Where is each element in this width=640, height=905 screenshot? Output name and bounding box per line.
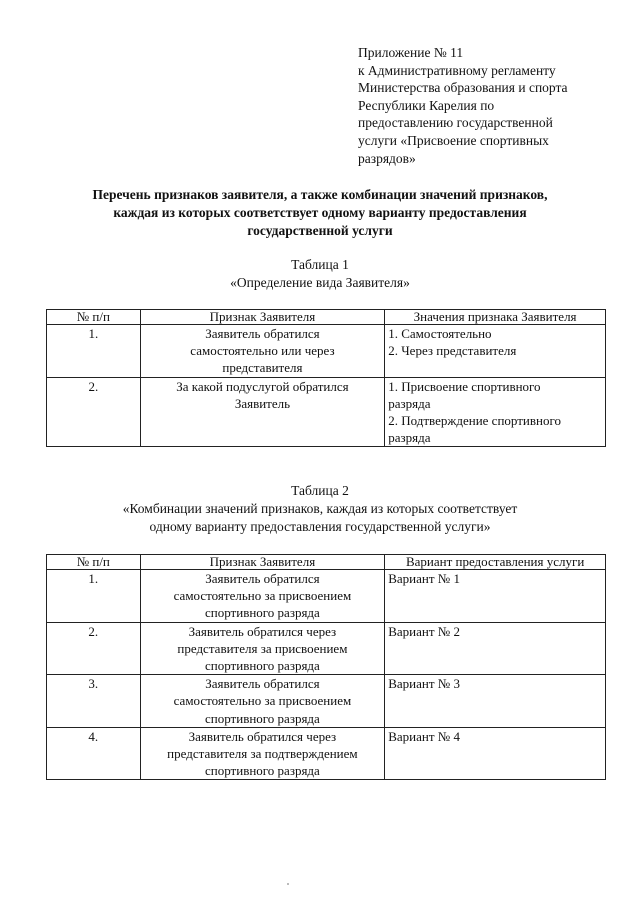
- header-cell-sign: Признак Заявителя: [140, 555, 385, 570]
- value-line: 1. Самостоятельно: [388, 326, 492, 341]
- title-line: Перечень признаков заявителя, а также комбинации значений признаков,: [92, 187, 548, 202]
- table-header-row: [47, 555, 606, 570]
- sign-line: спортивного разряда: [205, 763, 320, 779]
- sign-line: Заявитель обратился: [205, 326, 320, 341]
- table-variant-combinations: [46, 554, 606, 780]
- table-row: [47, 377, 606, 447]
- header-cell-number: № п/п: [47, 555, 141, 570]
- title-line: каждая из которых соответствует одному варианту предоставления: [113, 204, 527, 220]
- value-line: разряда: [388, 395, 431, 411]
- appendix-line: Приложение № 11: [358, 45, 464, 60]
- table1-caption: [20, 256, 620, 292]
- sign-line: представителя за присвоением: [177, 640, 348, 656]
- caption-line: «Определение вида Заявителя»: [230, 274, 410, 290]
- sign-line: Заявитель обратился: [205, 571, 320, 586]
- row-values: [385, 377, 606, 447]
- sign-line: спортивного разряда: [205, 710, 320, 726]
- row-variant: Вариант № 3: [385, 675, 606, 728]
- row-sign: [140, 377, 385, 447]
- sign-line: Заявитель обратился через: [188, 623, 337, 639]
- appendix-line: Министерства образования и спорта: [358, 80, 568, 96]
- caption-line: Таблица 2: [291, 483, 349, 498]
- row-sign: [140, 622, 385, 675]
- page-mark: [287, 883, 289, 885]
- value-line: 2. Подтверждение спортивного: [388, 413, 561, 429]
- table2-caption: [20, 482, 620, 535]
- caption-line: одному варианту предоставления государственной услуги»: [149, 518, 491, 534]
- row-sign: [140, 675, 385, 728]
- appendix-line: разрядов»: [358, 150, 416, 166]
- sign-line: Заявитель обратился: [205, 676, 320, 692]
- row-number: 3.: [47, 675, 141, 728]
- sign-line: представителя: [222, 360, 303, 376]
- row-variant: Вариант № 1: [385, 570, 606, 623]
- appendix-line: Республики Карелия по: [358, 97, 495, 113]
- appendix-line: услуги «Присвоение спортивных: [358, 132, 549, 148]
- header-cell-values: Значения признака Заявителя: [385, 310, 606, 325]
- sign-line: За какой подуслугой обратился: [176, 378, 349, 394]
- sign-line: самостоятельно за присвоением: [173, 588, 352, 604]
- row-number: 2.: [47, 622, 141, 675]
- table-applicant-type: [46, 309, 606, 447]
- title-line: государственной услуги: [247, 222, 393, 238]
- row-variant: Вариант № 2: [385, 622, 606, 675]
- value-line: 2. Через представителя: [388, 343, 517, 359]
- row-values: [385, 325, 606, 378]
- table-row: [47, 325, 606, 378]
- document-title: [20, 186, 620, 239]
- value-line: 1. Присвоение спортивного: [388, 378, 541, 394]
- row-number: 4.: [47, 727, 141, 780]
- table-row: [47, 622, 606, 675]
- sign-line: Заявитель обратился через: [188, 728, 337, 744]
- value-line: разряда: [388, 430, 431, 446]
- header-cell-variant: Вариант предоставления услуги: [385, 555, 606, 570]
- sign-line: спортивного разряда: [205, 658, 320, 674]
- appendix-reference: [358, 44, 618, 167]
- sign-line: самостоятельно или через: [190, 343, 335, 359]
- row-sign: [140, 570, 385, 623]
- sign-line: Заявитель: [234, 395, 291, 411]
- sign-line: представителя за подтверждением: [167, 746, 358, 762]
- row-variant: Вариант № 4: [385, 727, 606, 780]
- sign-line: самостоятельно за присвоением: [173, 693, 352, 709]
- row-number: 1.: [47, 570, 141, 623]
- row-number: 2.: [47, 377, 141, 447]
- table-row: [47, 675, 606, 728]
- header-cell-sign: Признак Заявителя: [140, 310, 385, 325]
- appendix-line: к Административному регламенту: [358, 62, 556, 78]
- header-cell-number: № п/п: [47, 310, 141, 325]
- row-sign: [140, 727, 385, 780]
- row-number: 1.: [47, 325, 141, 378]
- table-header-row: [47, 310, 606, 325]
- table-row: [47, 570, 606, 623]
- caption-line: Таблица 1: [291, 257, 349, 272]
- appendix-line: предоставлению государственной: [358, 115, 553, 131]
- caption-line: «Комбинации значений признаков, каждая из которых соответствует: [122, 500, 518, 516]
- table-row: [47, 727, 606, 780]
- row-sign: [140, 325, 385, 378]
- sign-line: спортивного разряда: [205, 605, 320, 621]
